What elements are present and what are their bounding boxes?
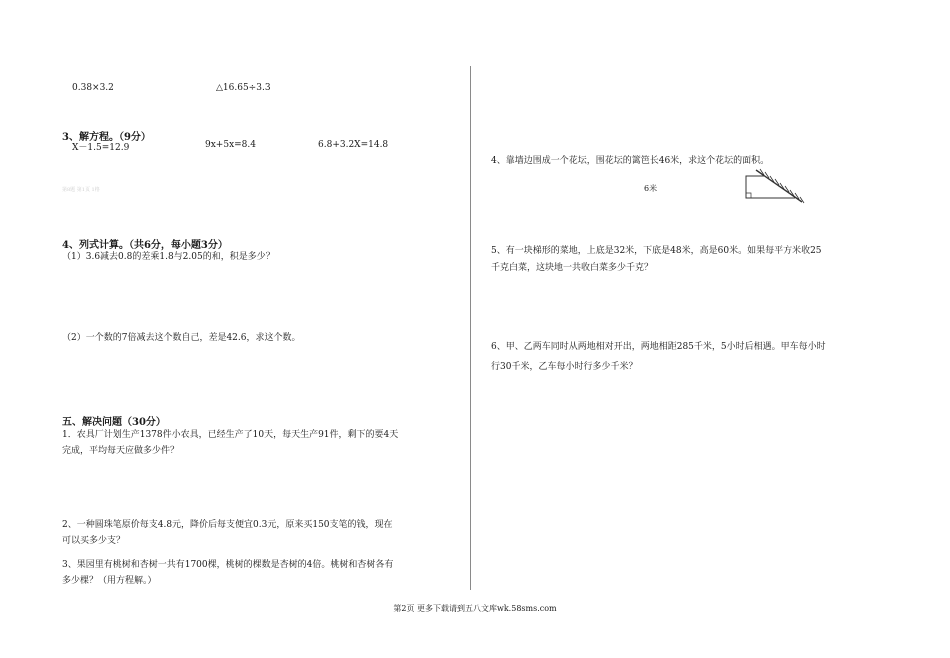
problem-6-line-2: 行30千米，乙车每小时行多少千米？ [491, 362, 638, 372]
problem-2-line-1: 2、一种圆珠笔原价每支4.8元，降价后每支便宜0.3元，原来买150支笔的钱，现在 [62, 520, 393, 530]
problem-5-line-2: 千克白菜，这块地一共收白菜多少千克？ [491, 263, 654, 273]
right-angle-mark [746, 193, 751, 198]
problem-3-line-2: 多少棵？（用方程解。） [62, 576, 157, 586]
problem-6-line-1: 6、甲、乙两车同时从两地相对开出，两地相距285千米，5小时后相遇。甲车每小时 [491, 342, 826, 352]
section-4-question-2: （2）一个数的7倍减去这个数自己，差是42.6，求这个数。 [62, 333, 301, 343]
problem-4-text: 4、靠墙边围成一个花坛，围花坛的篱笆长46米，求这个花坛的面积。 [491, 156, 770, 166]
problem-3-line-1: 3、果园里有桃树和杏树一共有1700棵，桃树的棵数是杏树的4倍。桃树和杏树各有 [62, 560, 394, 570]
equation-3: 6.8+3.2X=14.8 [318, 140, 389, 150]
section-3-title: 3、解方程。（9分） [62, 132, 151, 143]
flower-bed-diagram [740, 168, 810, 204]
section-5-title: 五、解决问题（30分） [62, 417, 166, 428]
section-4-question-1: （1）3.6减去0.8的差乘1.8与2.05的和，积是多少？ [62, 252, 275, 262]
equation-2: 9x+5x=8.4 [205, 140, 256, 150]
problem-2-line-2: 可以买多少支？ [62, 536, 126, 546]
page-footer: 第2页 更多下载请到五八文库wk.58sms.com [393, 604, 557, 613]
problem-5-line-1: 5、有一块梯形的菜地，上底是32米，下底是48米，高是60米。如果每平方米收25 [491, 246, 822, 256]
calc-item-a: 0.38×3.2 [72, 83, 114, 93]
calc-item-b: △16.65÷3.3 [216, 83, 271, 93]
section-4-title: 4、列式计算。（共6分，每小题3分） [62, 240, 228, 251]
equation-1: X－1.5=12.9 [72, 143, 130, 153]
problem-1-line-2: 完成，平均每天应做多少件？ [62, 446, 180, 456]
dimension-label: 6米 [644, 184, 658, 193]
problem-1-line-1: 1．农具厂计划生产1378件小农具，已经生产了10天，每天生产91件，剩下的要4天 [62, 430, 399, 440]
column-divider [470, 66, 471, 590]
faint-watermark-text: 第8题 第1页 1格 [62, 187, 100, 193]
